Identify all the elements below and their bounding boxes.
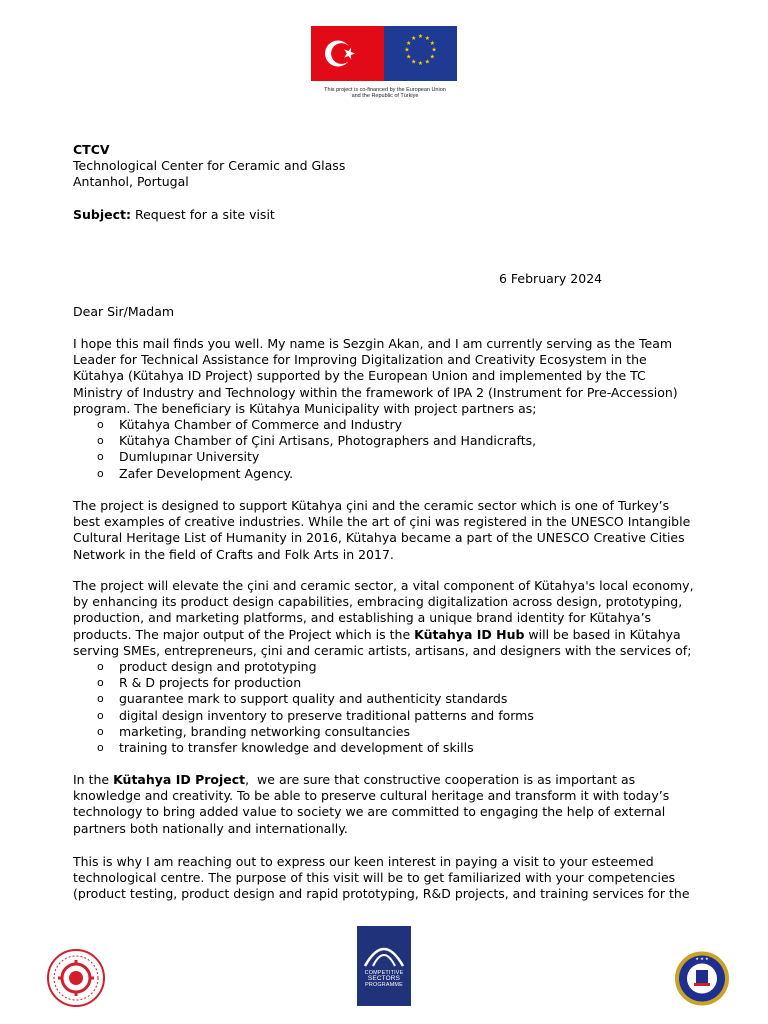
salutation: Dear Sir/Madam <box>73 304 175 319</box>
svg-text:★: ★ <box>406 53 412 61</box>
recipient-block <box>73 142 703 191</box>
list-item: o Dumlupınar University <box>97 449 260 465</box>
svg-text:★: ★ <box>429 39 435 47</box>
svg-text:★: ★ <box>417 33 424 40</box>
text-line: partners both nationally and internationally. <box>73 820 348 836</box>
bullet-icon: o <box>97 692 104 706</box>
text-line: Network in the field of Crafts and Folk Arts in 2017. <box>73 546 394 562</box>
text-line: In the Kütahya ID Project, we are sure that constructive cooperation is as important as <box>73 772 636 787</box>
text-line: Leader for Technical Assistance for Improving Digitalization and Creativity Ecosystem in the <box>73 352 647 368</box>
text-line: (product testing, product design and rapid prototyping, R&D projects, and training services for the <box>73 886 690 902</box>
services-list <box>73 659 703 756</box>
text-line: technological centre. The purpose of this visit will be to get familiarized with your competencies <box>73 870 676 886</box>
partners-list <box>73 417 703 482</box>
list-item: o marketing, branding networking consultancies <box>97 723 410 739</box>
list-item: o digital design inventory to preserve traditional patterns and forms <box>97 707 534 723</box>
svg-text:★: ★ <box>406 39 412 47</box>
csp-line-1: COMPETITIVE <box>364 970 404 976</box>
cofinance-line-2: and the Republic of Türkiye <box>351 93 419 99</box>
text-line: I hope this mail finds you well. My name is Sezgin Akan, and I am currently serving as the Team <box>73 336 673 351</box>
bullet-icon: o <box>97 660 104 674</box>
svg-text:★: ★ <box>424 34 430 42</box>
bullet-icon: o <box>97 450 104 464</box>
csp-line-3: PROGRAMME <box>365 982 403 989</box>
turkey-flag-icon <box>311 26 384 81</box>
subject-line <box>73 207 703 223</box>
text-line: The project will elevate the çini and ceramic sector, a vital component of Kütahya's local economy, <box>73 578 694 593</box>
text-line: products. The major output of the Project which is the Kütahya ID Hub will be based in Kütahya <box>73 626 681 642</box>
text-line: by enhancing its product design capabilities, embracing digitalization across design, prototyping, <box>73 594 683 610</box>
hub-name: Kütahya ID Hub <box>414 626 525 642</box>
header-flags <box>0 26 768 86</box>
cofinance-line-1: This project is co-financed by the European Union <box>324 87 446 93</box>
text-line: technology to bring added value to society we are committed to engaging the help of external <box>73 804 666 820</box>
bullet-icon: o <box>97 434 104 448</box>
paragraph-intro <box>73 336 703 482</box>
svg-text:★: ★ <box>429 53 435 61</box>
eu-flag-icon <box>384 26 457 81</box>
paragraph-project-elevate <box>73 578 703 756</box>
recipient-line-1: Technological Center for Ceramic and Glass <box>73 158 346 174</box>
paragraph-cooperation <box>73 772 703 837</box>
recipient-line-2: Antanhol, Portugal <box>73 174 189 190</box>
competitive-sectors-logo <box>357 926 411 1006</box>
bullet-icon: o <box>97 741 104 755</box>
bullet-icon: o <box>97 676 104 690</box>
recipient-name: CTCV <box>73 142 110 157</box>
bullet-icon: o <box>97 724 104 738</box>
paragraph-project-design <box>73 498 703 563</box>
list-item: o Kütahya Chamber of Commerce and Industry <box>97 417 402 433</box>
paragraph-visit-purpose <box>73 854 703 903</box>
csp-wordmark <box>357 970 411 989</box>
csp-line-2: SECTORS <box>367 975 401 983</box>
svg-text:★ ★ ★: ★ ★ ★ <box>695 956 709 961</box>
municipality-seal-icon <box>672 950 732 1007</box>
svg-text:★: ★ <box>404 46 410 54</box>
arch-icon <box>357 926 411 970</box>
subject-text: Request for a site visit <box>131 207 275 222</box>
text-line: production, and marketing platforms, and establishing a unique brand identity for Kütahya’s <box>73 610 652 626</box>
text-line: program. The beneficiary is Kütahya Municipality with project partners as; <box>73 400 537 416</box>
text-line: best examples of creative industries. While the art of çini was registered in the UNESCO Intangible <box>73 514 691 530</box>
list-item: o guarantee mark to support quality and authenticity standards <box>97 691 508 707</box>
text-line: This is why I am reaching out to express our keen interest in paying a visit to your esteemed <box>73 854 654 869</box>
svg-text:★: ★ <box>417 60 424 68</box>
svg-text:★: ★ <box>411 34 417 42</box>
svg-text:★: ★ <box>411 58 417 66</box>
text-line: The project is designed to support Kütahya çini and the ceramic sector which is one of Turkey’s <box>73 498 670 513</box>
text-line: serving SMEs, entrepreneurs, çini and ceramic artists, artisans, and designers with the services of; <box>73 642 692 658</box>
text-line: knowledge and creativity. To be able to preserve cultural heritage and transform it with today’s <box>73 788 670 804</box>
bullet-icon: o <box>97 418 104 432</box>
list-item: o Kütahya Chamber of Çini Artisans, Photographers and Handicrafts, <box>97 433 537 449</box>
cofinance-note <box>300 87 470 99</box>
list-item: o product design and prototyping <box>97 659 317 675</box>
letter-date: 6 February 2024 <box>499 271 603 286</box>
bullet-icon: o <box>97 708 104 722</box>
list-item: o R & D projects for production <box>97 675 302 691</box>
project-name: Kütahya ID Project <box>113 772 246 787</box>
subject-label: Subject: <box>73 207 131 222</box>
bullet-icon: o <box>97 466 104 480</box>
list-item: o training to transfer knowledge and development of skills <box>97 740 474 756</box>
svg-text:★: ★ <box>431 46 437 54</box>
text-line: Kütahya (Kütahya ID Project) supported by the European Union and implemented by the TC <box>73 368 646 384</box>
text-line: Cultural Heritage List of Humanity in 2016, Kütahya became a part of the UNESCO Creative Cities <box>73 530 685 546</box>
text-line: Ministry of Industry and Technology within the framework of IPA 2 (Instrument for Pre-Accession) <box>73 384 678 400</box>
ministry-seal-icon <box>46 948 106 1008</box>
list-item: o Zafer Development Agency. <box>97 465 294 481</box>
svg-text:★: ★ <box>424 58 430 66</box>
